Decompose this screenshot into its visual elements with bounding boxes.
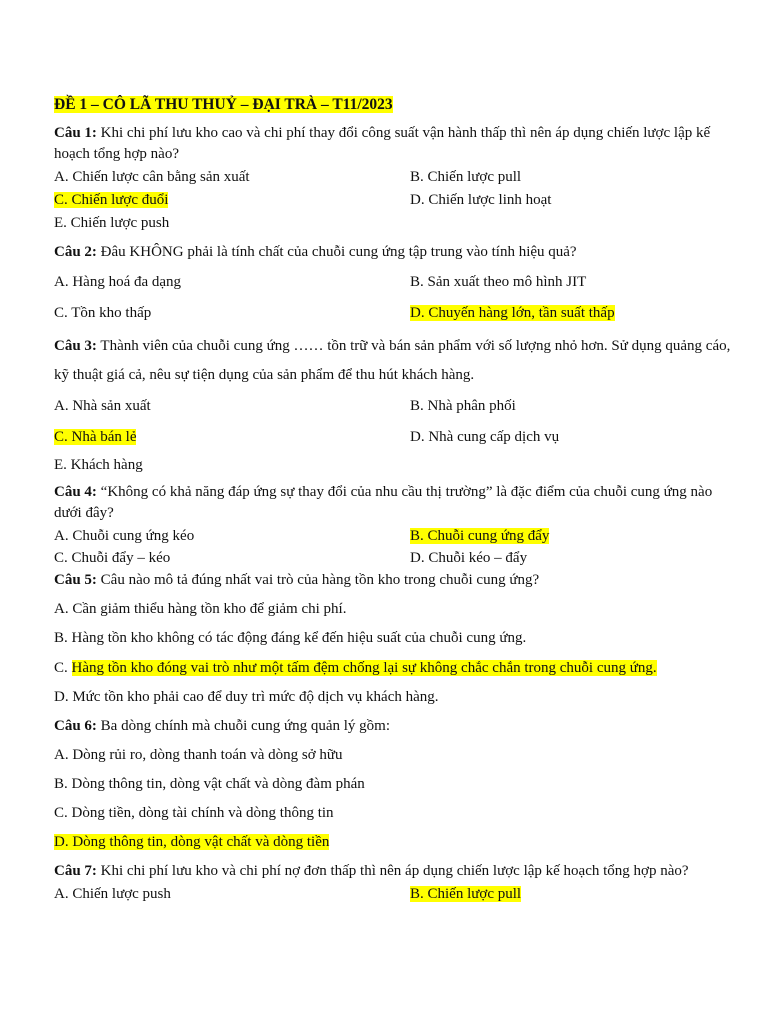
question-4-option-c: C. Chuỗi đẩy – kéo <box>54 550 171 566</box>
question-5-text <box>54 570 734 591</box>
question-6-option-a: A. Dòng rủi ro, dòng thanh toán và dòng sở hữu <box>54 747 343 763</box>
question-3-options-row-1 <box>54 396 734 417</box>
question-1-option-b: B. Chiến lược pull <box>410 169 522 185</box>
question-2-number: Câu 2: <box>54 244 97 260</box>
question-1-number: Câu 1: <box>54 125 97 141</box>
question-1-body: Khi chi phí lưu kho cao và chi phí thay đổi công suất vận hành thấp thì nên áp dụng chiến lược lập kế hoạch tổng hợp nào? <box>54 125 711 162</box>
question-4-options-row-2 <box>54 548 734 569</box>
question-1-option-c: C. Chiến lược đuổi <box>54 192 169 208</box>
question-2 <box>54 242 734 324</box>
question-4-option-a: A. Chuỗi cung ứng kéo <box>54 528 195 544</box>
question-7-option-b-wrap <box>410 884 734 905</box>
question-2-body: Đâu KHÔNG phải là tính chất của chuỗi cung ứng tập trung vào tính hiệu quả? <box>96 244 577 260</box>
question-4-option-b: B. Chuỗi cung ứng đẩy <box>410 528 550 544</box>
question-1-options-row-2 <box>54 190 734 211</box>
question-7-options-row-1 <box>54 884 734 905</box>
question-2-options-row-2 <box>54 303 734 324</box>
question-5-option-c: Hàng tồn kho đóng vai trò như một tấm đệm chống lại sự không chắc chắn trong chuỗi cung ứng. <box>71 660 657 676</box>
question-4-body: “Không có khả năng đáp ứng sự thay đổi của nhu cầu thị trường” là đặc điểm của chuỗi cung ứng nào dưới đây? <box>54 484 713 521</box>
question-5-option-b: B. Hàng tồn kho không có tác động đáng kể đến hiệu suất của chuỗi cung ứng. <box>54 630 527 646</box>
question-2-option-a: A. Hàng hoá đa dạng <box>54 274 182 290</box>
question-5-option-c-letter: C. <box>54 660 72 676</box>
question-1-options-row-1 <box>54 167 734 188</box>
question-6-body: Ba dòng chính mà chuỗi cung ứng quản lý gồm: <box>96 718 391 734</box>
question-4 <box>54 482 734 569</box>
question-5-body: Câu nào mô tả đúng nhất vai trò của hàng tồn kho trong chuỗi cung ứng? <box>96 572 540 588</box>
question-3-number: Câu 3: <box>54 338 97 354</box>
question-6 <box>54 716 734 853</box>
question-2-option-c: C. Tồn kho thấp <box>54 305 152 321</box>
question-6-number: Câu 6: <box>54 718 97 734</box>
question-3-option-a: A. Nhà sản xuất <box>54 398 151 414</box>
question-3-text <box>54 332 734 390</box>
question-4-options-row-1 <box>54 526 734 547</box>
question-4-number: Câu 4: <box>54 484 97 500</box>
document-page <box>54 94 734 905</box>
question-6-text <box>54 716 734 737</box>
question-3-body: Thành viên của chuỗi cung ứng …… tồn trữ và bán sản phẩm với số lượng nhỏ hơn. Sử dụng quảng cáo, kỹ thuật giá cả, nêu sự tiện dụng của sản phẩm để thu hút khách hàng. <box>54 338 731 383</box>
question-7-option-a: A. Chiến lược push <box>54 886 171 902</box>
question-2-text <box>54 242 734 263</box>
page-title <box>54 94 734 116</box>
question-7-number: Câu 7: <box>54 863 97 879</box>
question-6-option-d: D. Dòng thông tin, dòng vật chất và dòng tiền <box>54 834 330 850</box>
question-1-option-e: E. Chiến lược push <box>54 215 170 231</box>
question-4-option-d: D. Chuỗi kéo – đẩy <box>410 550 528 566</box>
question-2-options-row-1 <box>54 272 734 293</box>
question-7-option-b: B. Chiến lược pull <box>410 886 522 902</box>
question-1 <box>54 123 734 234</box>
question-3-option-c-wrap <box>54 427 410 448</box>
question-6-option-d-wrap <box>54 832 734 853</box>
question-6-option-c: C. Dòng tiền, dòng tài chính và dòng thông tin <box>54 805 334 821</box>
question-3-option-d: D. Nhà cung cấp dịch vụ <box>410 429 560 445</box>
question-4-option-b-wrap <box>410 526 734 547</box>
question-1-option-c-wrap <box>54 190 410 211</box>
question-7 <box>54 861 734 905</box>
question-5-option-a: A. Cần giảm thiểu hàng tồn kho để giảm chi phí. <box>54 601 347 617</box>
question-4-text <box>54 482 734 524</box>
question-1-option-a: A. Chiến lược cân bằng sản xuất <box>54 169 250 185</box>
question-1-text <box>54 123 734 165</box>
question-3-options-row-2 <box>54 427 734 448</box>
question-5 <box>54 570 734 708</box>
page-title-text: ĐỀ 1 – CÔ LÃ THU THUỶ – ĐẠI TRÀ – T11/2023 <box>54 96 393 113</box>
question-3 <box>54 332 734 476</box>
question-2-option-d: D. Chuyến hàng lớn, tần suất thấp <box>410 305 615 321</box>
question-5-option-c-wrap <box>54 658 734 679</box>
question-2-option-d-wrap <box>410 303 734 324</box>
question-1-option-d: D. Chiến lược linh hoạt <box>410 192 552 208</box>
question-6-option-b: B. Dòng thông tin, dòng vật chất và dòng đàm phán <box>54 776 365 792</box>
question-7-body: Khi chi phí lưu kho và chi phí nợ đơn thấp thì nên áp dụng chiến lược lập kế hoạch tổng hợp nào? <box>96 863 689 879</box>
question-2-option-b: B. Sản xuất theo mô hình JIT <box>410 274 587 290</box>
question-3-option-b: B. Nhà phân phối <box>410 398 516 414</box>
question-3-option-c: C. Nhà bán lẻ <box>54 429 137 445</box>
question-7-text <box>54 861 734 882</box>
question-5-option-d: D. Mức tồn kho phải cao để duy trì mức độ dịch vụ khách hàng. <box>54 689 439 705</box>
question-3-option-e: E. Khách hàng <box>54 457 143 473</box>
question-5-number: Câu 5: <box>54 572 97 588</box>
